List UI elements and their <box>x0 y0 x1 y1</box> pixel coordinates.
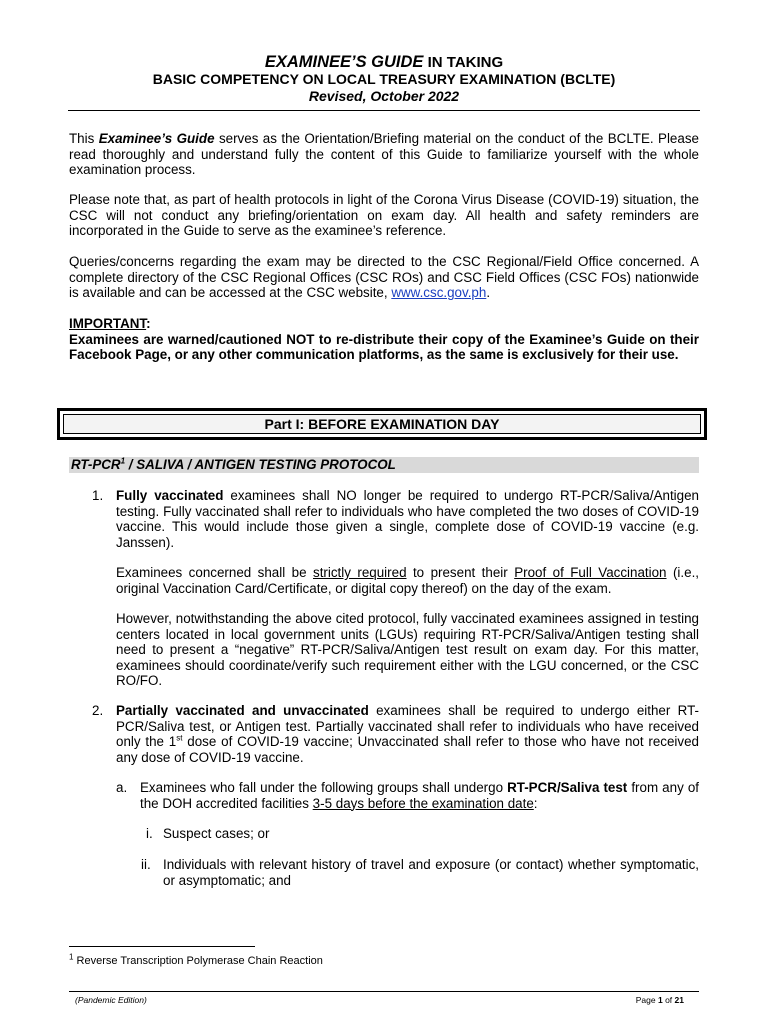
subitem-rtpcr-groups: Examinees who fall under the following groups shall undergo RT-PCR/Saliva test from any of the DOH accredited facilities 3-5 days before the examination date: <box>140 780 700 811</box>
important-notice: IMPORTANT: Examinees are warned/cautioned NOT to re-distribute their copy of the Examinee’s Guide on their Facebook Page, or any other communication platforms, as the same is exclusively for their use. <box>69 316 699 362</box>
page-number: Page 1 of 21 <box>635 995 684 1005</box>
footnote-divider <box>69 946 255 947</box>
item-partially-vaccinated: Partially vaccinated and unvaccinated examinees shall be required to undergo either RT-PCR/Saliva test, or Antigen test. Partially vaccinated shall refer to individuals who have received only the 1st dose of COVID-19 vaccine; Unvaccinated shall refer to those who have not received any dose of COVID-19 vaccine. <box>116 703 700 765</box>
exam-title: BASIC COMPETENCY ON LOCAL TREASURY EXAMINATION (BCLTE) <box>152 71 616 87</box>
header-divider <box>68 110 700 111</box>
item-number: 1. <box>92 488 104 503</box>
roman-item-travel: Individuals with relevant history of travel and exposure (or contact) whether symptomatic, or asymptomatic; and <box>163 857 699 888</box>
footnote-ref: 1 <box>120 456 126 466</box>
footer-divider <box>69 991 699 992</box>
roman-number: i. <box>146 826 153 841</box>
item-fully-vaccinated-lgu: However, notwithstanding the above cited protocol, fully vaccinated examinees assigned in testing centers located in local government units (LGUs) requiring RT-PCR/Saliva/Antigen testing shall need to present a “negative” RT-PCR/Saliva/Antigen test result on exam day. For this matter, examinees should coordinate/verify such requirement either with the LGU concerned, or the CSC RO/FO. <box>116 611 699 688</box>
part-heading-box <box>57 408 707 440</box>
intro-paragraph-3: Queries/concerns regarding the exam may be directed to the CSC Regional/Field Office concerned. A complete directory of the CSC Regional Offices (CSC ROs) and CSC Field Offices (CSC FOs) nationwide is available and can be accessed at the CSC website, www.csc.gov.ph. <box>69 254 699 300</box>
csc-website-link[interactable]: www.csc.gov.ph <box>391 285 487 300</box>
document-header <box>68 54 700 105</box>
footnote: $^1$ Reverse Transcription Polymerase Chain Reaction <box>69 952 323 967</box>
part-title: Part I: BEFORE EXAMINATION DAY <box>63 414 701 434</box>
roman-item-suspect: Suspect cases; or <box>163 826 270 841</box>
subitem-letter: a. <box>116 780 128 795</box>
item-number: 2. <box>92 703 104 718</box>
important-label: IMPORTANT <box>69 316 147 331</box>
intro-paragraph-2: Please note that, as part of health protocols in light of the Corona Virus Disease (COVID-19) situation, the CSC will not conduct any briefing/orientation on exam day. All health and safety reminders are incorporated in the Guide to serve as the examinee’s reference. <box>69 192 699 238</box>
intro-paragraph-1: This Examinee’s Guide serves as the Orientation/Briefing material on the conduct of the BCLTE. Please read thoroughly and understand fully the content of this Guide to familiarize yourself with the whole examination process. <box>69 131 699 177</box>
edition-label: (Pandemic Edition) <box>75 995 147 1005</box>
important-text: Examinees are warned/cautioned NOT to re-distribute their copy of the Examinee’s Guide on their Facebook Page, or any other communication platforms, as the same is exclusively for their use. <box>69 331 699 362</box>
item-fully-vaccinated-proof: Examinees concerned shall be strictly required to present their Proof of Full Vaccination (i.e., original Vaccination Card/Certificate, or digital copy thereof) on the day of the exam. <box>116 565 700 596</box>
item-fully-vaccinated: Fully vaccinated examinees shall NO longer be required to undergo RT-PCR/Saliva/Antigen testing. Fully vaccinated shall refer to individuals who have completed the two doses of COVID-19 vaccine. This would include those given a single, complete dose of COVID-19 vaccine (e.g. Janssen). <box>116 488 699 550</box>
roman-number: ii. <box>141 857 151 872</box>
revision-date: Revised, October 2022 <box>308 88 460 104</box>
guide-title: EXAMINEE’S GUIDE IN TAKING <box>264 53 504 71</box>
protocol-section-title: RT-PCR$^1$ / SALIVA / ANTIGEN TESTING PROTOCOL <box>69 457 699 473</box>
